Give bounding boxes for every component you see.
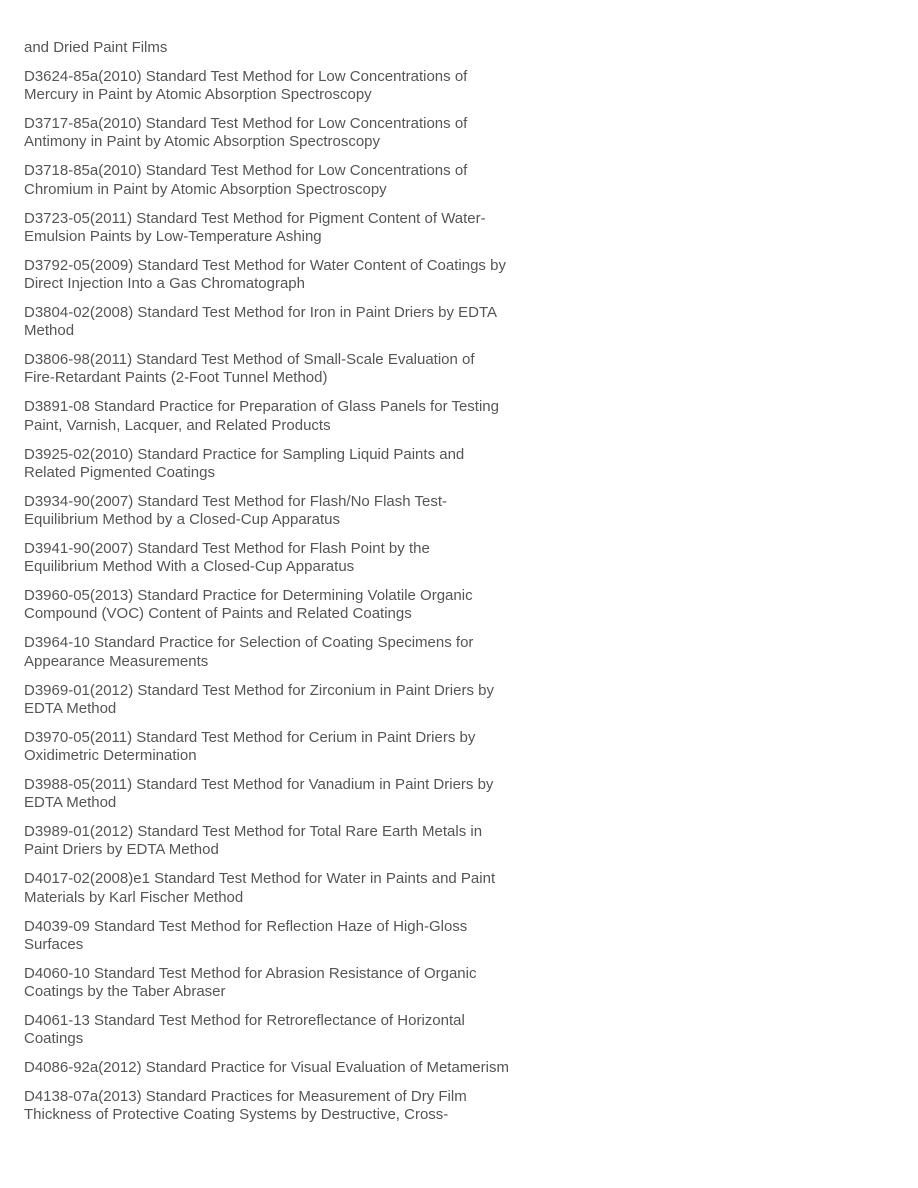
entry-text-line: Coatings by the Taber Abraser bbox=[24, 983, 226, 1001]
entry-text-line: Fire-Retardant Paints (2-Foot Tunnel Method) bbox=[24, 369, 328, 387]
list-item bbox=[24, 587, 554, 623]
entry-text-line: D3718-85a(2010) Standard Test Method for Low Concentrations of bbox=[24, 162, 468, 180]
entry-text-line: EDTA Method bbox=[24, 794, 117, 812]
entry-text-line: Antimony in Paint by Atomic Absorption Spectroscopy bbox=[24, 133, 381, 151]
list-item bbox=[24, 115, 554, 151]
entry-text-line: Coatings bbox=[24, 1030, 84, 1048]
list-item bbox=[24, 162, 554, 198]
list-item bbox=[24, 304, 554, 340]
entry-text-line: D3960-05(2013) Standard Practice for Determining Volatile Organic bbox=[24, 587, 473, 605]
list-item bbox=[24, 351, 554, 387]
entry-text-line: D4061-13 Standard Test Method for Retroreflectance of Horizontal bbox=[24, 1012, 465, 1030]
entry-text-line: D3806-98(2011) Standard Test Method of Small-Scale Evaluation of bbox=[24, 351, 475, 369]
entry-text-line: D3941-90(2007) Standard Test Method for Flash Point by the bbox=[24, 540, 430, 558]
list-item bbox=[24, 39, 554, 57]
entry-text-line: Materials by Karl Fischer Method bbox=[24, 888, 244, 906]
list-item bbox=[24, 540, 554, 576]
list-item bbox=[24, 1012, 554, 1048]
entry-text-line: Appearance Measurements bbox=[24, 652, 209, 670]
entry-text-line: D3891-08 Standard Practice for Preparation of Glass Panels for Testing bbox=[24, 398, 499, 416]
entry-text-line: D4039-09 Standard Test Method for Reflection Haze of High-Gloss bbox=[24, 917, 468, 935]
list-item bbox=[24, 446, 554, 482]
entry-text-line: Compound (VOC) Content of Paints and Related Coatings bbox=[24, 605, 412, 623]
entry-text-line: Oxidimetric Determination bbox=[24, 747, 197, 765]
list-item bbox=[24, 493, 554, 529]
list-item bbox=[24, 823, 554, 859]
entry-text-line: Equilibrium Method With a Closed-Cup Apparatus bbox=[24, 558, 355, 576]
entry-text-line: D3717-85a(2010) Standard Test Method for Low Concentrations of bbox=[24, 115, 468, 133]
entry-text-line: D3934-90(2007) Standard Test Method for Flash/No Flash Test- bbox=[24, 492, 448, 510]
list-item bbox=[24, 729, 554, 765]
entry-text-line: Chromium in Paint by Atomic Absorption Spectroscopy bbox=[24, 180, 387, 198]
entry-text-line: D4086-92a(2012) Standard Practice for Visual Evaluation of Metamerism bbox=[24, 1059, 509, 1077]
list-item bbox=[24, 870, 554, 906]
entry-text-line: Surfaces bbox=[24, 935, 84, 953]
entry-text-line: D3964-10 Standard Practice for Selection of Coating Specimens for bbox=[24, 634, 474, 652]
entry-text-line: EDTA Method bbox=[24, 699, 117, 717]
list-item bbox=[24, 634, 554, 670]
list-item bbox=[24, 210, 554, 246]
entry-text-line: D3970-05(2011) Standard Test Method for Cerium in Paint Driers by bbox=[24, 728, 476, 746]
entry-text-line: D3989-01(2012) Standard Test Method for Total Rare Earth Metals in bbox=[24, 823, 483, 841]
list-item bbox=[24, 918, 554, 954]
list-item bbox=[24, 398, 554, 434]
entry-text-line: D3792-05(2009) Standard Test Method for Water Content of Coatings by bbox=[24, 256, 506, 274]
list-item bbox=[24, 1059, 554, 1077]
entry-text-line: D3804-02(2008) Standard Test Method for Iron in Paint Driers by EDTA bbox=[24, 304, 498, 322]
list-item bbox=[24, 1088, 554, 1124]
entry-text-line: D4138-07a(2013) Standard Practices for Measurement of Dry Film bbox=[24, 1088, 467, 1106]
entry-text-line: and Dried Paint Films bbox=[24, 39, 168, 56]
entry-text-line: D3988-05(2011) Standard Test Method for Vanadium in Paint Driers by bbox=[24, 776, 494, 794]
list-item bbox=[24, 965, 554, 1001]
list-item bbox=[24, 257, 554, 293]
entry-text-line: Paint Driers by EDTA Method bbox=[24, 841, 219, 859]
list-item bbox=[24, 68, 554, 104]
list-item bbox=[24, 776, 554, 812]
entry-text-line: D4060-10 Standard Test Method for Abrasion Resistance of Organic bbox=[24, 964, 477, 982]
entry-text-line: D4017-02(2008)e1 Standard Test Method for Water in Paints and Paint bbox=[24, 870, 496, 888]
document-page bbox=[24, 39, 554, 1135]
entry-text-line: Emulsion Paints by Low-Temperature Ashing bbox=[24, 227, 322, 245]
entry-text-line: D3969-01(2012) Standard Test Method for Zirconium in Paint Driers by bbox=[24, 681, 494, 699]
entry-text-line: D3624-85a(2010) Standard Test Method for Low Concentrations of bbox=[24, 68, 468, 85]
entry-text-line: Thickness of Protective Coating Systems by Destructive, Cross- bbox=[24, 1106, 449, 1124]
entry-text-line: Method bbox=[24, 322, 75, 340]
entry-text-line: D3723-05(2011) Standard Test Method for Pigment Content of Water- bbox=[24, 209, 486, 227]
entry-text-line: Equilibrium Method by a Closed-Cup Apparatus bbox=[24, 511, 341, 529]
entry-text-line: Direct Injection Into a Gas Chromatograph bbox=[24, 275, 305, 293]
entry-text-line: Related Pigmented Coatings bbox=[24, 463, 215, 481]
entry-text-line: Paint, Varnish, Lacquer, and Related Products bbox=[24, 416, 331, 434]
entry-text-line: D3925-02(2010) Standard Practice for Sampling Liquid Paints and bbox=[24, 445, 465, 463]
entry-text-line: Mercury in Paint by Atomic Absorption Spectroscopy bbox=[24, 86, 372, 104]
list-item bbox=[24, 682, 554, 718]
